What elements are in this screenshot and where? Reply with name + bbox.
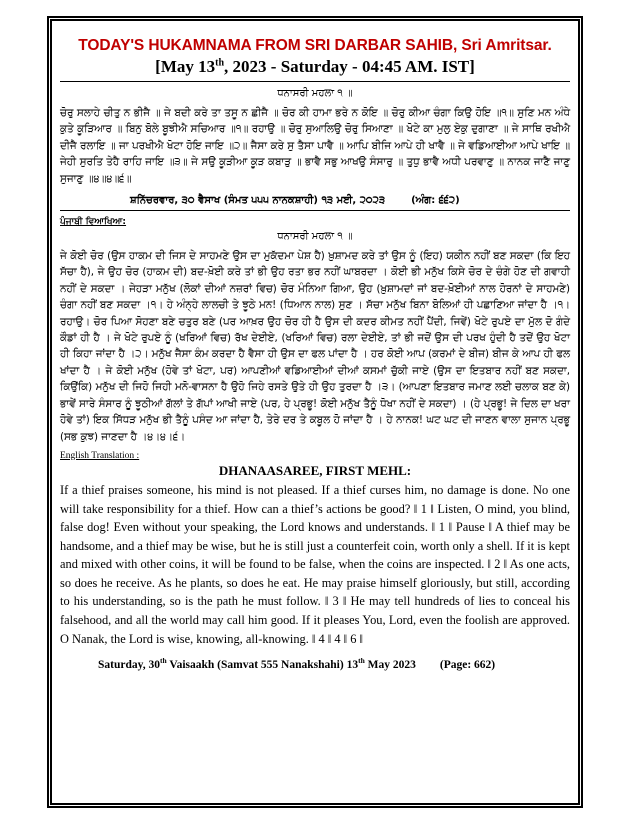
footer-page-number: (Page: 662) (439, 659, 496, 672)
hukamnama-page (47, 16, 583, 808)
footer-part2: Vaisaakh (Samvat 555 Nanakshahi) 13 (166, 659, 359, 672)
shabad-text: ਚੋਰੁ ਸਲਾਹੇ ਚੀਤੁ ਨ ਭੀਜੈ ॥ ਜੇ ਬਦੀ ਕਰੇ ਤਾ ਤਸੂ ਨ ਛੀਜੈ ॥ ਚੋਰ ਕੀ ਹਾਮਾ ਭਰੇ ਨ ਕੋਇ ॥ ਚੋਰੁ ਕੀਆ ਚੰਗਾ ਕਿਉ ਹੋਇ ॥੧॥ ਸੁਣਿ ਮਨ ਅੰਧੇ ਕੁਤੇ ਕੂੜਿਆਰ ॥ ਬਿਨੁ ਬੋਲੇ ਬੂਝੀਐ ਸਚਿਆਰ ॥੧॥ ਰਹਾਉ ॥ ਚੋਰੁ ਸੁਆਲਿਉ ਚੋਰੁ ਸਿਆਣਾ ॥ ਖੋਟੇ ਕਾ ਮੁਲੁ ਏਕੁ ਦੁਗਾਣਾ ॥ ਜੇ ਸਾਥਿ ਰਖੀਐ ਦੀਜੈ ਰਲਾਇ ॥ ਜਾ ਪਰਖੀਐ ਖੋਟਾ ਹੋਇ ਜਾਇ ॥੨॥ ਜੈਸਾ ਕਰੇ ਸੁ ਤੈਸਾ ਪਾਵੈ ॥ ਆਪਿ ਬੀਜਿ ਆਪੇ ਹੀ ਖਾਵੈ ॥ ਜੇ ਵਡਿਆਈਆ ਆਪੇ ਖਾਇ ॥ ਜੇਹੀ ਸੁਰਤਿ ਤੇਹੈ ਰਾਹਿ ਜਾਇ ॥੩॥ ਜੇ ਸਉ ਕੂੜੀਆ ਕੂੜ ਕਬਾੜੁ ॥ ਭਾਵੈ ਸਭੁ ਆਖਉ ਸੰਸਾਰੁ ॥ ਤੁਧੁ ਭਾਵੈ ਅਧੀ ਪਰਵਾਣੁ ॥ ਨਾਨਕ ਜਾਣੈ ਜਾਣੁ ਸੁਜਾਣੁ ॥੪॥੪॥੬॥ (60, 107, 570, 185)
english-heading: DHANAASAREE, FIRST MEHL: (218, 462, 412, 478)
english-translation-text: If a thief praises someone, his mind is not pleased. If a thief curses him, no damage is done. No one will take responsibility for a thief. How can a thief’s actions be good? ‖ 1 ‖ Listen, O mind, you blind, false dog! Even without your speaking, the Lord knows and understands. ‖ 1 ‖ Pause ‖ A thief may be handsome, and a thief may be wise, but he is still just a counterfeit coin, worth only a shell. If it is kept and mixed with other coins, it will be found to be false, when the coins are inspected. ‖ 2 ‖ As one acts, so does he receive. As he plants, so does he eat. He may praise himself gloriously, but still, according to his understanding, so is the path he must follow. ‖ 3 ‖ He may tell hundreds of lies to conceal his falsehood, and all the world may call him good. If it pleases You, Lord, even the foolish are approved. O Nanak, the Lord is wise, knowing, all-knowing. ‖ 4 ‖ 4 ‖ 6 ‖ (60, 482, 570, 646)
punjabi-vyakhya-heading: ਧਨਾਸਰੀ ਮਹਲਾ ੧ ॥ (277, 231, 353, 243)
page-date (60, 57, 570, 77)
footer-sup2: th (358, 656, 365, 666)
ang-number: (ਅੰਗ: ੬੬੨) (411, 195, 460, 207)
nanakshahi-date-line (130, 195, 570, 206)
nanakshahi-date: ਸ਼ਨਿੱਚਰਵਾਰ, ੩੦ ਵੈਸਾਖ (ਸੰਮਤ ੫੫੫ ਨਾਨਕਸ਼ਾਹੀ) ੧੩ ਮਈ, ੨੦੨੩ (130, 195, 386, 207)
punjabi-vyakhya-text: ਜੇ ਕੋਈ ਚੋਰ (ਉਸ ਹਾਕਮ ਦੀ ਜਿਸ ਦੇ ਸਾਹਮਣੇ ਉਸ ਦਾ ਮੁਕੱਦਮਾ ਪੇਸ਼ ਹੈ) ਖ਼ੁਸ਼ਾਮਦ ਕਰੇ ਤਾਂ ਉਸ ਨੂੰ (ਇਹ) ਯਕੀਨ ਨਹੀਂ ਬਣ ਸਕਦਾ (ਕਿ ਇਹ ਸੱਚਾ ਹੈ), ਜੇ ਉਹ ਚੋਰ (ਹਾਕਮ ਦੀ) ਬਦ-ਖ਼ੋਈ ਕਰੇ ਤਾਂ ਭੀ ਉਹ ਰਤਾ ਭਰ ਨਹੀਂ ਘਾਬਰਦਾ । ਕੋਈ ਭੀ ਮਨੁੱਖ ਕਿਸੇ ਚੋਰ ਦੇ ਚੰਗੇ ਹੋਣ ਦੀ ਗਵਾਹੀ ਨਹੀਂ ਦੇ ਸਕਦਾ । ਜੇਹੜਾ ਮਨੁੱਖ (ਲੋਕਾਂ ਦੀਆਂ ਨਜ਼ਰਾਂ ਵਿਚ) ਚੋਰ ਮੰਨਿਆ ਗਿਆ, ਉਹ (ਖ਼ੁਸ਼ਾਮਦਾਂ ਜਾਂ ਬਦ-ਖ਼ੋਈਆਂ ਨਾਲ ਹੋਰਨਾਂ ਦੇ ਸਾਹਮਣੇ) ਚੰਗਾ ਨਹੀਂ ਬਣ ਸਕਦਾ ।੧। ਹੇ ਅੰਨ੍ਹੇ ਲਾਲਚੀ ਤੇ ਝੂਠੇ ਮਨ! (ਧਿਆਨ ਨਾਲ) ਸੁਣ । ਸੱਚਾ ਮਨੁੱਖ ਬਿਨਾ ਬੋਲਿਆਂ ਹੀ ਪਛਾਣਿਆ ਜਾਂਦਾ ਹੈ ।੧।ਰਹਾਉ। ਚੋਰ ਪਿਆ ਸੋਹਣਾ ਬਣੇ ਚਤੁਰ ਬਣੇ (ਪਰ ਆਖ਼ਰ ਉਹ ਚੋਰ ਹੀ ਹੈ ਉਸ ਦੀ ਕਦਰ ਕੀਮਤ ਨਹੀਂ ਪੈਂਦੀ, ਜਿਵੇਂ) ਖੋਟੇ ਰੁਪਏ ਦਾ ਮੁੱਲ ਦੋ ਗੰਦੇ ਕੌਡਾਂ ਹੀ ਹੈ । ਜੇ ਖੋਟੇ ਰੁਪਏ ਨੂੰ (ਖਰਿਆਂ ਵਿਚ) ਰੱਖ ਦੇਈਏ, (ਖਰਿਆਂ ਵਿਚ) ਰਲਾ ਦੇਈਏ, ਤਾਂ ਭੀ ਜਦੋਂ ਉਸ ਦੀ ਪਰਖ ਹੁੰਦੀ ਹੈ ਤਦੋਂ ਉਹ ਖੋਟਾ ਹੀ ਕਿਹਾ ਜਾਂਦਾ ਹੈ ।੨। ਮਨੁੱਖ ਜੈਸਾ ਕੰਮ ਕਰਦਾ ਹੈ ਵੈਸਾ ਹੀ ਉਸ ਦਾ ਫਲ ਪਾਂਦਾ ਹੈ । ਹਰ ਕੋਈ ਆਪ (ਕਰਮਾਂ ਦੇ ਬੀਜ) ਬੀਜ ਕੇ ਆਪ ਹੀ ਫਲ ਖਾਂਦਾ ਹੈ । ਜੇ ਕੋਈ ਮਨੁੱਖ (ਹੋਵੇ ਤਾਂ ਖੋਟਾ, ਪਰ) ਆਪਣੀਆਂ ਵਡਿਆਈਆਂ ਦੀਆਂ ਕਸਮਾਂ ਚੁੱਕੀ ਜਾਏ (ਉਸ ਦਾ ਇਤਬਾਰ ਨਹੀਂ ਬਣ ਸਕਦਾ, ਕਿਉਂਕਿ) ਮਨੁੱਖ ਦੀ ਜਿਹੋ ਜਿਹੀ ਮਨੋ-ਵਾਸਨਾ ਹੈ ਉਹੋ ਜਿਹੇ ਰਸਤੇ ਉਤੇ ਹੀ ਉਹ ਤੁਰਦਾ ਹੈ ।੩। (ਆਪਣਾ ਇਤਬਾਰ ਜਮਾਣ ਲਈ ਚਲਾਕ ਬਣ ਕੇ) ਭਾਵੇਂ ਸਾਰੇ ਸੰਸਾਰ ਨੂੰ ਝੂਠੀਆਂ ਗੱਲਾਂ ਤੇ ਗੱਪਾਂ ਆਖੀ ਜਾਏ (ਪਰ, ਹੇ ਪ੍ਰਭੂ! ਕੋਈ ਮਨੁੱਖ ਤੈਨੂੰ ਧੋਖਾ ਨਹੀਂ ਦੇ ਸਕਦਾ) । (ਹੇ ਪ੍ਰਭੂ! ਜੇ ਦਿਲ ਦਾ ਖਰਾ ਹੋਵੇ ਤਾਂ) ਇਕ ਸਿੱਧੜ ਮਨੁੱਖ ਭੀ ਤੈਨੂੰ ਪਸੰਦ ਆ ਜਾਂਦਾ ਹੈ, ਤੇਰੇ ਦਰ ਤੇ ਕਬੂਲ ਹੋ ਜਾਂਦਾ ਹੈ । ਹੇ ਨਾਨਕ! ਘਟ ਘਟ ਦੀ ਜਾਣਨ ਵਾਲਾ ਸੁਜਾਨ ਪ੍ਰਭੂ (ਸਭ ਕੁਝ) ਜਾਣਦਾ ਹੈ ।੪।੪।੬। (60, 250, 570, 443)
header-divider (60, 81, 570, 82)
vyakhya-divider (60, 210, 570, 211)
footer-sup1: th (160, 656, 167, 666)
english-translation-label: English Translation : (60, 450, 140, 461)
punjabi-vyakhya-label: ਪੰਜਾਬੀ ਵਿਆਖਿਆ: (60, 217, 127, 228)
date-open: [May 13 (155, 57, 216, 76)
footer-part1: Saturday, 30 (98, 659, 160, 672)
page-title: TODAY'S HUKAMNAMA FROM SRI DARBAR SAHIB, Sri Amritsar. (78, 37, 552, 54)
shabad-raag-heading: ਧਨਾਸਰੀ ਮਹਲਾ ੧ ॥ (277, 88, 353, 99)
date-superscript: th (215, 57, 225, 69)
date-rest: , 2023 - Saturday - 04:45 AM. IST] (224, 57, 475, 76)
footer-part3: May 2023 (364, 659, 416, 672)
footer-date-line (98, 656, 570, 671)
